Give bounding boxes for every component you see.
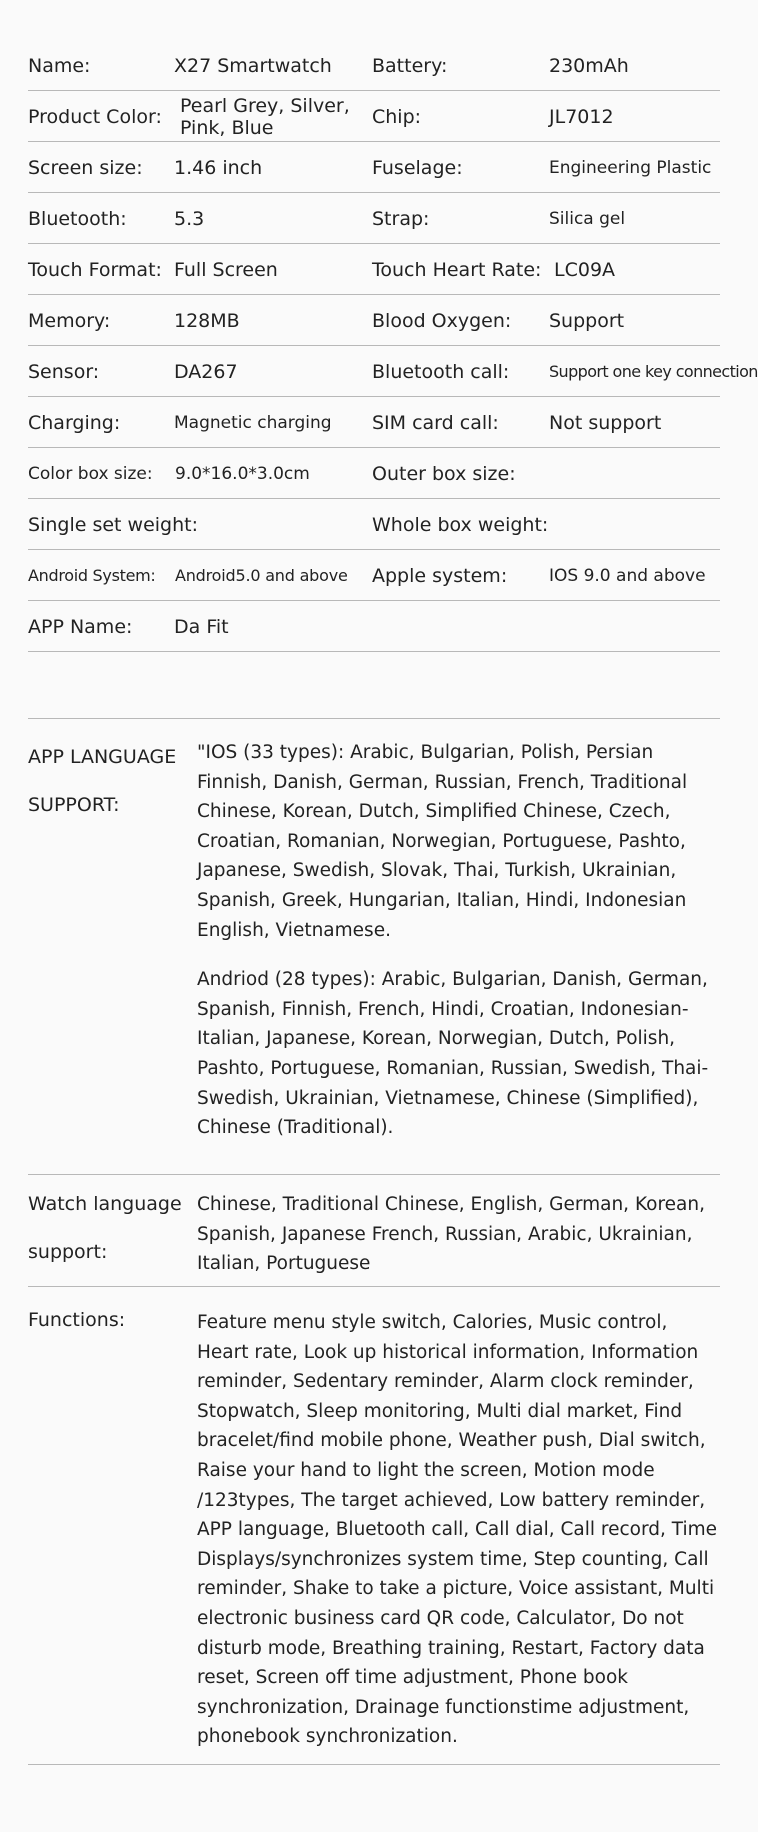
spec-value: Engineering Plastic	[549, 157, 712, 178]
spec-label: SIM card call:	[372, 411, 499, 434]
spec-label: Touch Heart Rate:	[372, 258, 542, 281]
spec-value: 9.0*16.0*3.0cm	[175, 463, 310, 484]
watch-language-label: Watch language support:	[28, 1193, 182, 1263]
spec-value: Not support	[549, 411, 662, 434]
spec-value: Android5.0 and above	[175, 566, 348, 585]
spec-label: Android System:	[28, 566, 156, 585]
section-divider	[28, 1764, 720, 1765]
spec-label: APP Name:	[28, 615, 133, 638]
spec-label: Bluetooth call:	[372, 360, 510, 383]
spec-value: LC09A	[554, 258, 616, 281]
spec-label: Screen size:	[28, 156, 143, 179]
android-languages: Andriod (28 types): Arabic, Bulgarian, Danish, German, Spanish, Finnish, French, Hindi, Croatian, Indonesian-Italian, Japanese, Korean, Norwegian, Dutch, Polish, Pashto, Portuguese, Romanian, Russian, Swedish, Thai-Swedish, Ukrainian, Vietnamese, Chinese (Simplified), Chinese (Traditional).	[197, 969, 709, 1139]
spec-label: Touch Format:	[28, 258, 162, 281]
section-divider	[28, 1286, 720, 1287]
watch-language-text: Chinese, Traditional Chinese, English, German, Korean, Spanish, Japanese French, Russian, Arabic, Ukrainian, Italian, Portuguese	[197, 1194, 706, 1275]
spec-label: Strap:	[372, 207, 430, 230]
spec-label: Chip:	[372, 105, 422, 128]
functions-label: Functions:	[28, 1309, 126, 1331]
spec-row-box	[28, 448, 720, 499]
spec-row-name	[28, 40, 720, 91]
spec-value: 230mAh	[549, 54, 629, 77]
spec-value: Silica gel	[549, 208, 626, 229]
spec-label: Outer box size:	[372, 462, 516, 485]
spec-row-screen	[28, 142, 720, 193]
spec-row-touch	[28, 244, 720, 295]
spec-label: Battery:	[372, 54, 448, 77]
spec-label: Sensor:	[28, 360, 100, 383]
spec-value: 5.3	[174, 207, 205, 230]
spec-label: Product Color:	[28, 105, 162, 128]
section-divider	[28, 1174, 720, 1175]
spec-value: Full Screen	[174, 258, 278, 281]
app-language-text	[197, 738, 719, 1143]
spec-value: X27 Smartwatch	[174, 54, 332, 77]
spec-value	[549, 448, 720, 499]
spec-row-system	[28, 550, 720, 601]
spec-label: Whole box weight:	[372, 513, 549, 536]
spec-value: Da Fit	[174, 615, 229, 638]
spec-value: IOS 9.0 and above	[549, 565, 706, 586]
spec-value: Pearl Grey, Silver, Pink, Blue	[180, 94, 350, 139]
spec-label: Fuselage:	[372, 156, 463, 179]
spec-value: Support one key connection	[549, 362, 758, 381]
app-language-label: APP LANGUAGE SUPPORT:	[28, 746, 177, 816]
spec-label: Memory:	[28, 309, 111, 332]
spec-label: Bluetooth:	[28, 207, 127, 230]
spec-row-weight	[28, 499, 720, 550]
spec-label: Apple system:	[372, 564, 508, 587]
spec-label: Single set weight:	[28, 513, 198, 536]
spec-label: Charging:	[28, 411, 121, 434]
spec-label: Blood Oxygen:	[372, 309, 512, 332]
ios-languages: "IOS (33 types): Arabic, Bulgarian, Polish, Persian Finnish, Danish, German, Russian, French, Traditional Chinese, Korean, Dutch, Simplified Chinese, Czech, Croatian, Romanian, Norwegian, Portuguese, Pashto, Japanese, Swedish, Slovak, Thai, Turkish, Ukrainian, Spanish, Greek, Hungarian, Italian, Hindi, Indonesian English, Vietnamese.	[197, 742, 688, 941]
spec-row-color	[28, 91, 720, 142]
section-divider	[28, 718, 720, 719]
spec-label: Color box size:	[28, 463, 153, 484]
spec-row-sensor	[28, 346, 758, 397]
spec-row-charging	[28, 397, 720, 448]
spec-label: Name:	[28, 54, 91, 77]
functions-text: Feature menu style switch, Calories, Music control, Heart rate, Look up historical information, Information reminder, Sedentary reminder, Alarm clock reminder, Stopwatch, Sleep monitoring, Multi dial market, Find bracelet/find mobile phone, Weather push, Dial switch, Raise your hand to light the screen, Motion mode /123types, The target achieved, Low battery reminder, APP language, Bluetooth call, Call dial, Call record, Time Displays/synchronizes system time, Step counting, Call reminder, Shake to take a picture, Voice assistant, Multi electronic business card QR code, Calculator, Do not disturb mode, Breathing training, Restart, Factory data reset, Screen off time adjustment, Phone book synchronization, Drainage functionstime adjustment, phonebook synchronization.	[197, 1312, 718, 1748]
spec-value: DA267	[174, 360, 238, 383]
spec-row-memory	[28, 295, 720, 346]
spec-row-bluetooth	[28, 193, 720, 244]
spec-value: Support	[549, 309, 625, 332]
spec-row-app	[28, 601, 720, 652]
spec-value: Magnetic charging	[174, 412, 332, 433]
spec-value: 1.46 inch	[174, 156, 263, 179]
spec-value: 128MB	[174, 309, 240, 332]
spec-value: JL7012	[549, 105, 614, 128]
